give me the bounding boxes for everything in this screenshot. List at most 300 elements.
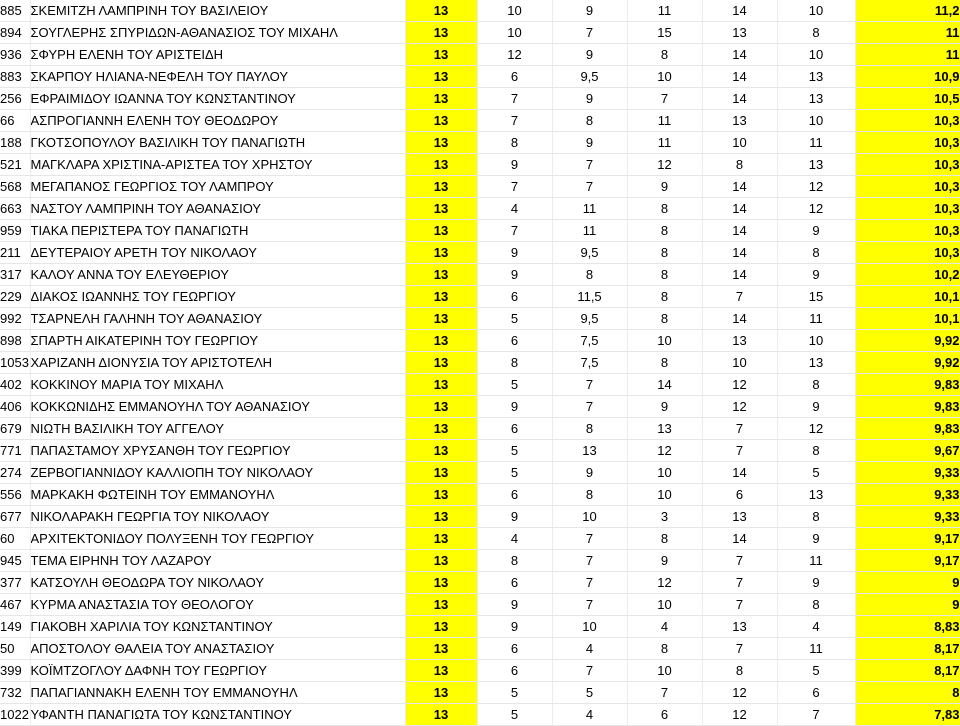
score-4-cell: 7 [702, 594, 777, 616]
score-1-cell: 6 [477, 418, 552, 440]
score-2-cell: 7,5 [552, 352, 627, 374]
table-row [0, 484, 960, 506]
score-3-cell: 8 [627, 198, 702, 220]
score-3-cell: 7 [627, 88, 702, 110]
score-3-cell: 10 [627, 462, 702, 484]
candidate-id-cell: 402 [0, 374, 30, 396]
score-2-cell: 9 [552, 44, 627, 66]
score-4-cell: 7 [702, 572, 777, 594]
average-cell: 10,3 [855, 176, 960, 198]
average-cell: 11,2 [855, 0, 960, 22]
candidate-name-cell: ΕΦΡΑΙΜΙΔΟΥ ΙΩΑΝΝΑ ΤΟΥ ΚΩΝΣΤΑΝΤΙΝΟΥ [30, 88, 405, 110]
score-2-cell: 9 [552, 462, 627, 484]
score-3-cell: 8 [627, 352, 702, 374]
score-4-cell: 6 [702, 484, 777, 506]
score-4-cell: 14 [702, 176, 777, 198]
score-5-cell: 9 [777, 528, 855, 550]
average-cell: 9,17 [855, 550, 960, 572]
candidate-name-cell: ΝΙΩΤΗ ΒΑΣΙΛΙΚΗ ΤΟΥ ΑΓΓΕΛΟΥ [30, 418, 405, 440]
average-cell: 8,83 [855, 616, 960, 638]
score-5-cell: 13 [777, 88, 855, 110]
score-2-cell: 7 [552, 594, 627, 616]
table-row [0, 616, 960, 638]
candidate-name-cell: ΑΠΟΣΤΟΛΟΥ ΘΑΛΕΙΑ ΤΟΥ ΑΝΑΣΤΑΣΙΟΥ [30, 638, 405, 660]
table-row [0, 682, 960, 704]
score-1-cell: 6 [477, 66, 552, 88]
score-5-cell: 7 [777, 704, 855, 726]
candidate-name-cell: ΑΡΧΙΤΕΚΤΟΝΙΔΟΥ ΠΟΛΥΞΕΝΗ ΤΟΥ ΓΕΩΡΓΙΟΥ [30, 528, 405, 550]
score-2-cell: 7 [552, 176, 627, 198]
table-row [0, 88, 960, 110]
base-score-cell: 13 [405, 572, 477, 594]
candidate-id-cell: 188 [0, 132, 30, 154]
candidate-name-cell: ΔΙΑΚΟΣ ΙΩΑΝΝΗΣ ΤΟΥ ΓΕΩΡΓΙΟΥ [30, 286, 405, 308]
table-row [0, 286, 960, 308]
table-row [0, 572, 960, 594]
table-row [0, 154, 960, 176]
score-4-cell: 14 [702, 198, 777, 220]
average-cell: 9,83 [855, 374, 960, 396]
score-1-cell: 4 [477, 198, 552, 220]
score-1-cell: 6 [477, 286, 552, 308]
candidate-id-cell: 149 [0, 616, 30, 638]
score-5-cell: 13 [777, 484, 855, 506]
score-3-cell: 12 [627, 572, 702, 594]
score-1-cell: 10 [477, 22, 552, 44]
score-4-cell: 7 [702, 418, 777, 440]
score-2-cell: 11 [552, 198, 627, 220]
base-score-cell: 13 [405, 286, 477, 308]
candidate-name-cell: ΣΟΥΓΛΕΡΗΣ ΣΠΥΡΙΔΩΝ-ΑΘΑΝΑΣΙΟΣ ΤΟΥ ΜΙΧΑΗΛ [30, 22, 405, 44]
score-2-cell: 7 [552, 550, 627, 572]
base-score-cell: 13 [405, 616, 477, 638]
table-row [0, 550, 960, 572]
score-3-cell: 7 [627, 682, 702, 704]
score-5-cell: 5 [777, 660, 855, 682]
candidate-name-cell: ΓΙΑΚΟΒΗ ΧΑΡΙΛΙΑ ΤΟΥ ΚΩΝΣΤΑΝΤΙΝΟΥ [30, 616, 405, 638]
candidate-name-cell: ΚΟΚΚΙΝΟΥ ΜΑΡΙΑ ΤΟΥ ΜΙΧΑΗΛ [30, 374, 405, 396]
candidate-id-cell: 399 [0, 660, 30, 682]
score-4-cell: 12 [702, 374, 777, 396]
score-4-cell: 13 [702, 616, 777, 638]
base-score-cell: 13 [405, 594, 477, 616]
score-4-cell: 7 [702, 550, 777, 572]
score-1-cell: 5 [477, 440, 552, 462]
table-row [0, 66, 960, 88]
score-1-cell: 7 [477, 220, 552, 242]
average-cell: 9 [855, 594, 960, 616]
score-5-cell: 8 [777, 374, 855, 396]
score-2-cell: 7 [552, 660, 627, 682]
score-3-cell: 10 [627, 330, 702, 352]
score-5-cell: 8 [777, 242, 855, 264]
candidate-id-cell: 66 [0, 110, 30, 132]
table-row [0, 22, 960, 44]
score-1-cell: 9 [477, 264, 552, 286]
table-row [0, 638, 960, 660]
candidate-id-cell: 556 [0, 484, 30, 506]
score-3-cell: 8 [627, 264, 702, 286]
score-4-cell: 14 [702, 264, 777, 286]
score-2-cell: 13 [552, 440, 627, 462]
score-2-cell: 7 [552, 528, 627, 550]
score-1-cell: 10 [477, 0, 552, 22]
score-2-cell: 9,5 [552, 66, 627, 88]
score-4-cell: 7 [702, 286, 777, 308]
score-2-cell: 9,5 [552, 242, 627, 264]
score-5-cell: 9 [777, 396, 855, 418]
score-2-cell: 9 [552, 132, 627, 154]
base-score-cell: 13 [405, 264, 477, 286]
score-5-cell: 10 [777, 0, 855, 22]
base-score-cell: 13 [405, 330, 477, 352]
candidate-id-cell: 256 [0, 88, 30, 110]
score-1-cell: 9 [477, 616, 552, 638]
average-cell: 10,3 [855, 132, 960, 154]
score-3-cell: 11 [627, 0, 702, 22]
table-row [0, 506, 960, 528]
score-1-cell: 9 [477, 506, 552, 528]
score-5-cell: 12 [777, 176, 855, 198]
candidate-id-cell: 1053 [0, 352, 30, 374]
score-2-cell: 8 [552, 418, 627, 440]
score-3-cell: 8 [627, 220, 702, 242]
score-1-cell: 8 [477, 550, 552, 572]
score-2-cell: 10 [552, 616, 627, 638]
table-row [0, 44, 960, 66]
average-cell: 10,3 [855, 242, 960, 264]
score-3-cell: 4 [627, 616, 702, 638]
score-1-cell: 6 [477, 660, 552, 682]
average-cell: 10,2 [855, 264, 960, 286]
score-3-cell: 10 [627, 66, 702, 88]
candidate-id-cell: 663 [0, 198, 30, 220]
score-2-cell: 7 [552, 22, 627, 44]
score-4-cell: 13 [702, 22, 777, 44]
table-row [0, 110, 960, 132]
candidate-id-cell: 677 [0, 506, 30, 528]
score-3-cell: 8 [627, 308, 702, 330]
base-score-cell: 13 [405, 462, 477, 484]
base-score-cell: 13 [405, 418, 477, 440]
candidate-name-cell: ΚΑΛΟΥ ΑΝΝΑ ΤΟΥ ΕΛΕΥΘΕΡΙΟΥ [30, 264, 405, 286]
base-score-cell: 13 [405, 352, 477, 374]
score-5-cell: 9 [777, 220, 855, 242]
score-3-cell: 10 [627, 594, 702, 616]
score-2-cell: 7 [552, 572, 627, 594]
average-cell: 9,17 [855, 528, 960, 550]
table-row [0, 198, 960, 220]
candidate-name-cell: ΣΦΥΡΗ ΕΛΕΝΗ ΤΟΥ ΑΡΙΣΤΕΙΔΗ [30, 44, 405, 66]
score-2-cell: 7 [552, 374, 627, 396]
base-score-cell: 13 [405, 44, 477, 66]
score-2-cell: 9,5 [552, 308, 627, 330]
score-3-cell: 12 [627, 440, 702, 462]
score-3-cell: 10 [627, 484, 702, 506]
average-cell: 10,1 [855, 286, 960, 308]
score-1-cell: 8 [477, 352, 552, 374]
base-score-cell: 13 [405, 440, 477, 462]
score-1-cell: 5 [477, 462, 552, 484]
score-2-cell: 7 [552, 396, 627, 418]
score-4-cell: 14 [702, 528, 777, 550]
candidate-name-cell: ΤΕΜΑ ΕΙΡΗΝΗ ΤΟΥ ΛΑΖΑΡΟΥ [30, 550, 405, 572]
score-5-cell: 11 [777, 550, 855, 572]
base-score-cell: 13 [405, 22, 477, 44]
candidate-id-cell: 317 [0, 264, 30, 286]
candidate-id-cell: 60 [0, 528, 30, 550]
base-score-cell: 13 [405, 638, 477, 660]
base-score-cell: 13 [405, 88, 477, 110]
table-row [0, 264, 960, 286]
candidate-name-cell: ΖΕΡΒΟΓΙΑΝΝΙΔΟΥ ΚΑΛΛΙΟΠΗ ΤΟΥ ΝΙΚΟΛΑΟΥ [30, 462, 405, 484]
table-row [0, 132, 960, 154]
table-row [0, 396, 960, 418]
score-5-cell: 12 [777, 198, 855, 220]
table-row [0, 704, 960, 726]
candidate-name-cell: ΤΙΑΚΑ ΠΕΡΙΣΤΕΡΑ ΤΟΥ ΠΑΝΑΓΙΩΤΗ [30, 220, 405, 242]
score-3-cell: 14 [627, 374, 702, 396]
candidate-name-cell: ΝΙΚΟΛΑΡΑΚΗ ΓΕΩΡΓΙΑ ΤΟΥ ΝΙΚΟΛΑΟΥ [30, 506, 405, 528]
candidate-id-cell: 883 [0, 66, 30, 88]
score-5-cell: 10 [777, 44, 855, 66]
score-3-cell: 8 [627, 638, 702, 660]
score-5-cell: 8 [777, 22, 855, 44]
candidate-name-cell: ΝΑΣΤΟΥ ΛΑΜΠΡΙΝΗ ΤΟΥ ΑΘΑΝΑΣΙΟΥ [30, 198, 405, 220]
score-3-cell: 6 [627, 704, 702, 726]
score-4-cell: 8 [702, 660, 777, 682]
score-1-cell: 7 [477, 176, 552, 198]
score-5-cell: 13 [777, 352, 855, 374]
score-5-cell: 8 [777, 506, 855, 528]
score-2-cell: 8 [552, 264, 627, 286]
base-score-cell: 13 [405, 660, 477, 682]
average-cell: 9,33 [855, 506, 960, 528]
candidate-id-cell: 1022 [0, 704, 30, 726]
score-1-cell: 12 [477, 44, 552, 66]
candidate-id-cell: 679 [0, 418, 30, 440]
score-3-cell: 8 [627, 528, 702, 550]
base-score-cell: 13 [405, 374, 477, 396]
average-cell: 9 [855, 572, 960, 594]
score-3-cell: 15 [627, 22, 702, 44]
score-5-cell: 8 [777, 440, 855, 462]
score-4-cell: 14 [702, 44, 777, 66]
score-4-cell: 12 [702, 396, 777, 418]
candidate-id-cell: 568 [0, 176, 30, 198]
score-3-cell: 9 [627, 550, 702, 572]
score-4-cell: 13 [702, 110, 777, 132]
score-3-cell: 10 [627, 660, 702, 682]
base-score-cell: 13 [405, 220, 477, 242]
base-score-cell: 13 [405, 484, 477, 506]
score-5-cell: 15 [777, 286, 855, 308]
base-score-cell: 13 [405, 110, 477, 132]
score-4-cell: 14 [702, 308, 777, 330]
score-5-cell: 6 [777, 682, 855, 704]
candidate-name-cell: ΚΟΪΜΤΖΟΓΛΟΥ ΔΑΦΝΗ ΤΟΥ ΓΕΩΡΓΙΟΥ [30, 660, 405, 682]
table-row [0, 176, 960, 198]
score-1-cell: 8 [477, 132, 552, 154]
score-1-cell: 9 [477, 154, 552, 176]
score-4-cell: 12 [702, 682, 777, 704]
base-score-cell: 13 [405, 396, 477, 418]
score-4-cell: 14 [702, 220, 777, 242]
candidate-id-cell: 898 [0, 330, 30, 352]
score-3-cell: 12 [627, 154, 702, 176]
score-4-cell: 14 [702, 66, 777, 88]
candidate-name-cell: ΥΦΑΝΤΗ ΠΑΝΑΓΙΩΤΑ ΤΟΥ ΚΩΝΣΤΑΝΤΙΝΟΥ [30, 704, 405, 726]
base-score-cell: 13 [405, 704, 477, 726]
score-2-cell: 4 [552, 704, 627, 726]
score-1-cell: 9 [477, 594, 552, 616]
candidate-id-cell: 521 [0, 154, 30, 176]
score-3-cell: 8 [627, 242, 702, 264]
candidate-id-cell: 945 [0, 550, 30, 572]
average-cell: 10,3 [855, 220, 960, 242]
average-cell: 9,33 [855, 484, 960, 506]
score-1-cell: 7 [477, 110, 552, 132]
table-row [0, 308, 960, 330]
score-5-cell: 4 [777, 616, 855, 638]
candidate-name-cell: ΣΠΑΡΤΗ ΑΙΚΑΤΕΡΙΝΗ ΤΟΥ ΓΕΩΡΓΙΟΥ [30, 330, 405, 352]
base-score-cell: 13 [405, 528, 477, 550]
score-1-cell: 6 [477, 484, 552, 506]
table-row [0, 418, 960, 440]
base-score-cell: 13 [405, 176, 477, 198]
candidate-id-cell: 377 [0, 572, 30, 594]
score-2-cell: 8 [552, 484, 627, 506]
score-2-cell: 7 [552, 154, 627, 176]
table-row [0, 330, 960, 352]
table-row [0, 220, 960, 242]
score-2-cell: 8 [552, 110, 627, 132]
score-4-cell: 10 [702, 352, 777, 374]
score-1-cell: 5 [477, 308, 552, 330]
score-2-cell: 7,5 [552, 330, 627, 352]
score-5-cell: 5 [777, 462, 855, 484]
candidate-id-cell: 211 [0, 242, 30, 264]
candidate-name-cell: ΔΕΥΤΕΡΑΙΟΥ ΑΡΕΤΗ ΤΟΥ ΝΙΚΟΛΑΟΥ [30, 242, 405, 264]
base-score-cell: 13 [405, 506, 477, 528]
average-cell: 9,33 [855, 462, 960, 484]
candidate-name-cell: ΣΚΑΡΠΟΥ ΗΛΙΑΝΑ-ΝΕΦΕΛΗ ΤΟΥ ΠΑΥΛΟΥ [30, 66, 405, 88]
average-cell: 9,92 [855, 352, 960, 374]
score-4-cell: 12 [702, 704, 777, 726]
score-5-cell: 9 [777, 572, 855, 594]
score-5-cell: 13 [777, 66, 855, 88]
score-2-cell: 11,5 [552, 286, 627, 308]
candidate-name-cell: ΠΑΠΑΣΤΑΜΟΥ ΧΡΥΣΑΝΘΗ ΤΟΥ ΓΕΩΡΓΙΟΥ [30, 440, 405, 462]
average-cell: 11 [855, 44, 960, 66]
table-row [0, 0, 960, 22]
average-cell: 10,9 [855, 66, 960, 88]
score-4-cell: 13 [702, 330, 777, 352]
score-5-cell: 13 [777, 154, 855, 176]
score-1-cell: 9 [477, 396, 552, 418]
candidate-id-cell: 894 [0, 22, 30, 44]
score-2-cell: 9 [552, 0, 627, 22]
score-2-cell: 11 [552, 220, 627, 242]
base-score-cell: 13 [405, 154, 477, 176]
candidate-name-cell: ΠΑΠΑΓΙΑΝΝΑΚΗ ΕΛΕΝΗ ΤΟΥ ΕΜΜΑΝΟΥΗΛ [30, 682, 405, 704]
candidate-name-cell: ΣΚΕΜΙΤΖΗ ΛΑΜΠΡΙΝΗ ΤΟΥ ΒΑΣΙΛΕΙΟΥ [30, 0, 405, 22]
score-1-cell: 4 [477, 528, 552, 550]
score-5-cell: 10 [777, 330, 855, 352]
candidate-name-cell: ΤΣΑΡΝΕΛΗ ΓΑΛΗΝΗ ΤΟΥ ΑΘΑΝΑΣΙΟΥ [30, 308, 405, 330]
candidate-id-cell: 732 [0, 682, 30, 704]
table-row [0, 462, 960, 484]
candidate-id-cell: 959 [0, 220, 30, 242]
score-4-cell: 14 [702, 0, 777, 22]
average-cell: 9,83 [855, 396, 960, 418]
candidate-name-cell: ΚΟΚΚΩΝΙΔΗΣ ΕΜΜΑΝΟΥΗΛ ΤΟΥ ΑΘΑΝΑΣΙΟΥ [30, 396, 405, 418]
average-cell: 10,5 [855, 88, 960, 110]
candidate-id-cell: 50 [0, 638, 30, 660]
table-row [0, 374, 960, 396]
candidate-name-cell: ΑΣΠΡΟΓΙΑΝΝΗ ΕΛΕΝΗ ΤΟΥ ΘΕΟΔΩΡΟΥ [30, 110, 405, 132]
average-cell: 9,67 [855, 440, 960, 462]
score-5-cell: 11 [777, 308, 855, 330]
average-cell: 7,83 [855, 704, 960, 726]
score-2-cell: 10 [552, 506, 627, 528]
base-score-cell: 13 [405, 0, 477, 22]
table-row [0, 660, 960, 682]
candidate-id-cell: 406 [0, 396, 30, 418]
table-row [0, 594, 960, 616]
average-cell: 10,1 [855, 308, 960, 330]
score-5-cell: 9 [777, 264, 855, 286]
base-score-cell: 13 [405, 682, 477, 704]
candidate-name-cell: ΜΕΓΑΠΑΝΟΣ ΓΕΩΡΓΙΟΣ ΤΟΥ ΛΑΜΠΡΟΥ [30, 176, 405, 198]
score-5-cell: 11 [777, 132, 855, 154]
average-cell: 9,83 [855, 418, 960, 440]
candidate-id-cell: 885 [0, 0, 30, 22]
score-1-cell: 6 [477, 638, 552, 660]
base-score-cell: 13 [405, 308, 477, 330]
score-3-cell: 9 [627, 176, 702, 198]
candidate-name-cell: ΚΥΡΜΑ ΑΝΑΣΤΑΣΙΑ ΤΟΥ ΘΕΟΛΟΓΟΥ [30, 594, 405, 616]
score-3-cell: 11 [627, 132, 702, 154]
score-2-cell: 5 [552, 682, 627, 704]
table-row [0, 440, 960, 462]
score-1-cell: 5 [477, 682, 552, 704]
candidate-id-cell: 992 [0, 308, 30, 330]
base-score-cell: 13 [405, 242, 477, 264]
candidate-name-cell: ΓΚΟΤΣΟΠΟΥΛΟΥ ΒΑΣΙΛΙΚΗ ΤΟΥ ΠΑΝΑΓΙΩΤΗ [30, 132, 405, 154]
score-3-cell: 9 [627, 396, 702, 418]
score-1-cell: 5 [477, 704, 552, 726]
average-cell: 8,17 [855, 638, 960, 660]
score-1-cell: 6 [477, 572, 552, 594]
candidate-name-cell: ΜΑΡΚΑΚΗ ΦΩΤΕΙΝΗ ΤΟΥ ΕΜΜΑΝΟΥΗΛ [30, 484, 405, 506]
score-4-cell: 14 [702, 462, 777, 484]
average-cell: 10,3 [855, 198, 960, 220]
score-5-cell: 11 [777, 638, 855, 660]
average-cell: 11 [855, 22, 960, 44]
score-5-cell: 8 [777, 594, 855, 616]
candidate-id-cell: 936 [0, 44, 30, 66]
score-4-cell: 13 [702, 506, 777, 528]
score-3-cell: 11 [627, 110, 702, 132]
score-2-cell: 9 [552, 88, 627, 110]
score-3-cell: 3 [627, 506, 702, 528]
score-1-cell: 7 [477, 88, 552, 110]
base-score-cell: 13 [405, 132, 477, 154]
base-score-cell: 13 [405, 198, 477, 220]
average-cell: 8 [855, 682, 960, 704]
average-cell: 10,3 [855, 154, 960, 176]
